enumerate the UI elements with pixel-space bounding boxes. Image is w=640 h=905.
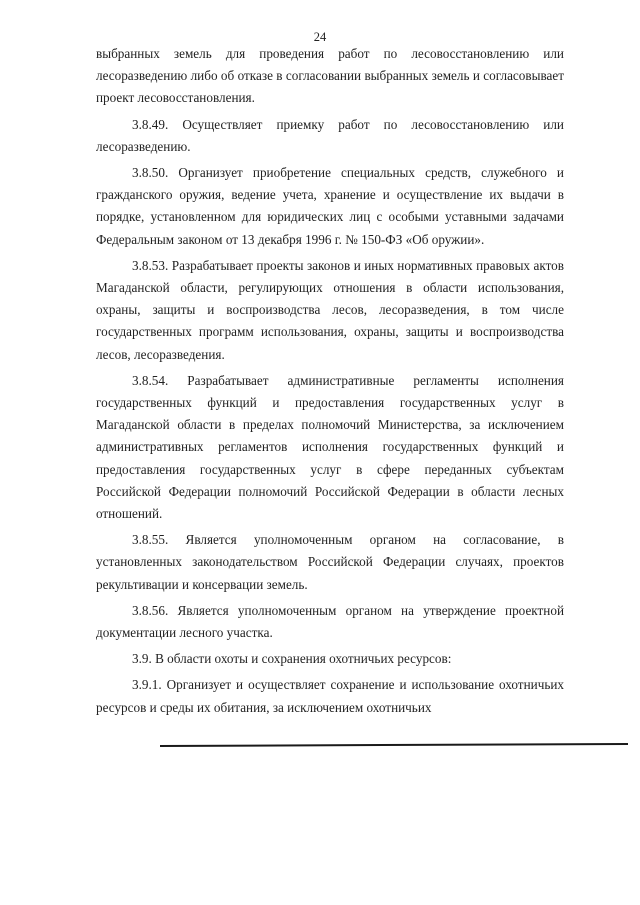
page-number: 24 — [313, 30, 327, 44]
paragraph-3-8-50: 3.8.50. Организует приобретение специальных средств, служебного и гражданского оружия, ведение учета, хранение и осуществление их выдачи в порядке, установленном для юридических лиц с особыми уставными задачами Федеральным законом от 13 декабря 1996 г. № 150-ФЗ «Об оружии». — [96, 165, 564, 247]
document-body — [96, 43, 564, 723]
paragraph-3-8-55: 3.8.55. Является уполномоченным органом на согласование, в установленных законодательством Российской Федерации случаях, проектов рекультивации и консервации земель. — [96, 532, 564, 592]
paragraph-3-8-54: 3.8.54. Разрабатывает административные регламенты исполнения государственных функций и предоставления государственных услуг в Магаданской области в пределах полномочий Министерства, за исключением административных регламентов исполнения государственных функций и предоставления государственных услуг в сфере переданных субъектам Российской Федерации полномочий Российской Федерации в области лесных отношений. — [96, 372, 564, 522]
footer-divider-line — [160, 743, 628, 747]
section-heading-3-9: 3.9. В области охоты и сохранения охотничьих ресурсов: — [132, 651, 452, 667]
paragraph-3-8-49: 3.8.49. Осуществляет приемку работ по лесовосстановлению или лесоразведению. — [96, 116, 564, 154]
paragraph-continuation: выбранных земель для проведения работ по лесовосстановлению или лесоразведению либо об отказе в согласовании выбранных земель и согласовывает проект лесовосстановления. — [96, 46, 564, 106]
paragraph-3-9-1: 3.9.1. Организует и осуществляет сохранение и использование охотничьих ресурсов и среды их обитания, за исключением охотничьих — [96, 677, 564, 715]
paragraph-3-8-56: 3.8.56. Является уполномоченным органом на утверждение проектной документации лесного участка. — [96, 602, 564, 641]
paragraph-3-8-53: 3.8.53. Разрабатывает проекты законов и иных нормативных правовых актов Магаданской области, регулирующих отношения в области использования, охраны, защиты и воспроизводства лесов, лесоразведения, в том числе государственных программ использования, охраны, защиты и воспроизводства лесов, лесоразведения. — [96, 257, 564, 362]
